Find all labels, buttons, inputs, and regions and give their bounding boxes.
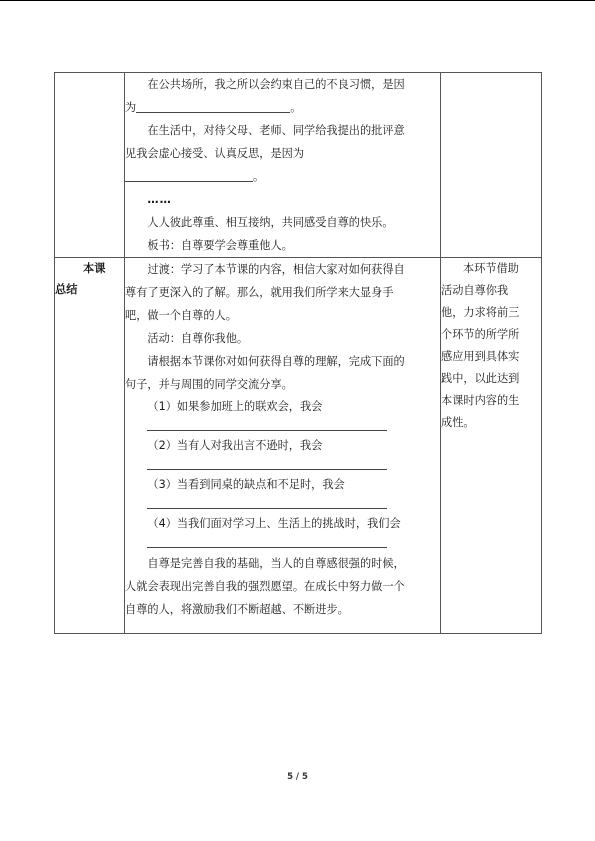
question-4: （4）当我们面对学习上、生活上的挑战时，我们会 [147,517,401,530]
note-line: 本环节借助 [463,262,519,275]
paragraph: 吧，做一个自尊的人。 [125,309,237,322]
answer-line [147,469,387,470]
paragraph: 自尊是完善自我的基础，当人的自尊感很强的时候， [147,557,405,570]
stage-cell [55,258,125,634]
question-1: （1）如果参加班上的联欢会，我会 [147,400,323,413]
paragraph: 人就会表现出完善自我的强烈愿望。在成长中努力做一个 [125,580,405,593]
note-line: 感应用到具体实 [441,350,520,363]
fill-blank [125,167,253,182]
activity-content-cell [125,258,441,634]
note-line: 成性。 [441,416,475,429]
answer-line [147,547,387,548]
question-3: （3）当看到同桌的缺点和不足时，我会 [147,478,345,491]
note-line: 个环节的所学所 [441,328,520,341]
paragraph: 尊有了更深入的了解。那么，就用我们所学来大显身手 [125,286,394,299]
note-line: 他，力求将前三 [441,306,520,319]
table-row [55,258,542,634]
design-intent-cell [441,258,542,634]
answer-line [147,508,387,509]
board-note: 板书：自尊要学会尊重他人。 [147,239,293,252]
answer-line [147,430,387,431]
note-line: 本课时内容的生 [441,394,520,407]
paragraph: 在公共场所，我之所以会约束自己的不良习惯，是因 [147,78,405,91]
lesson-plan-table [54,72,542,634]
ellipsis: …… [147,193,172,206]
note-line: 践中，以此达到 [441,372,520,385]
page-number: 5 / 5 [287,772,308,782]
paragraph: 在生活中，对待父母、老师、同学给我提出的批评意 [147,124,405,137]
paragraph: 过渡：学习了本节课的内容，相信大家对如何获得自 [147,263,405,276]
paragraph: 为 。 [125,96,440,119]
header-rule [0,0,595,1]
paragraph: 活动：自尊你我他。 [147,332,249,345]
paragraph: 请根据本节课你对如何获得自尊的理解，完成下面的 [147,355,405,368]
fill-blank [136,98,290,113]
question-2: （2）当有人对我出言不逊时，我会 [147,439,323,452]
activity-content-cell [125,73,441,258]
note-line: 活动自尊你我 [441,284,509,297]
table-row [55,73,542,258]
paragraph: 。 [125,165,440,188]
paragraph: 句子，并与周围的同学交流分享。 [125,378,293,391]
stage-title-line: 本课 [83,262,106,275]
stage-cell [55,73,125,258]
paragraph: 自尊的人，将激励我们不断超越、不断进步。 [125,603,349,616]
paragraph: 见我会虚心接受、认真反思，是因为 [125,147,305,160]
design-intent-cell [441,73,542,258]
paragraph: 人人彼此尊重、相互接纳，共同感受自尊的快乐。 [147,216,394,229]
stage-title-line: 总结 [55,283,78,296]
